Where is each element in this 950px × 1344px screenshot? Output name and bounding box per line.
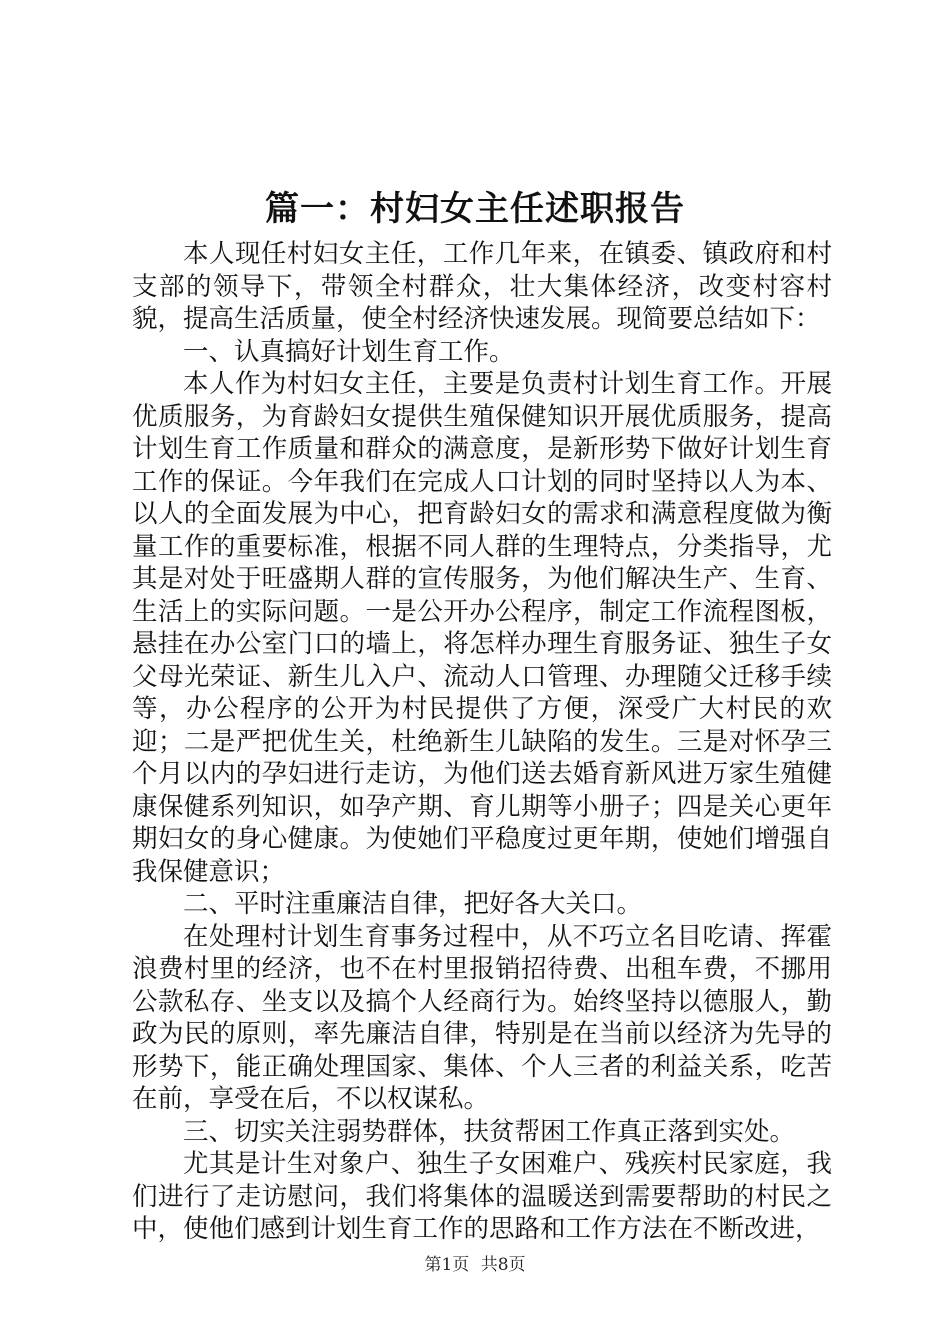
paragraph-section-2: 在处理村计划生育事务过程中，从不巧立名目吃请、挥霍浪费村里的经济，也不在村里报销招待费、出租车费，不挪用公款私存、坐支以及搞个人经商行为。始终坚持以德服人，勤政为民的原则，率先廉洁自律，特别是在当前以经济为先导的形势下，能正确处理国家、集体、个人三者的利益关系，吃苦在前，享受在后，不以权谋私。: [132, 921, 832, 1114]
paragraph-intro: 本人现任村妇女主任，工作几年来，在镇委、镇政府和村支部的领导下，带领全村群众，壮大集体经济，改变村容村貌，提高生活质量，使全村经济快速发展。现简要总结如下：: [132, 239, 832, 334]
page-footer: [0, 1254, 950, 1276]
section-heading-2: 二、平时注重廉洁自律，把好各大关口。: [183, 889, 643, 919]
document-title: 篇一：村妇女主任述职报告: [265, 189, 685, 229]
page-number-total: 共8页: [480, 1255, 526, 1275]
page-number-current: 第1页: [424, 1255, 470, 1275]
document-body: [132, 238, 832, 1246]
section-heading-1: 一、认真搞好计划生育工作。: [183, 336, 515, 367]
paragraph-section-1: 本人作为村妇女主任，主要是负责村计划生育工作。开展优质服务，为育龄妇女提供生殖保健知识开展优质服务，提高计划生育工作质量和群众的满意度，是新形势下做好计划生育工作的保证。今年我们在完成人口计划的同时坚持以人为本、以人的全面发展为中心，把育龄妇女的需求和满意程度做为衡量工作的重要标准，根据不同人群的生理特点，分类指导，尤其是对处于旺盛期人群的宣传服务，为他们解决生产、生育、生活上的实际问题。一是公开办公程序，制定工作流程图板，悬挂在办公室门口的墙上，将怎样办理生育服务证、独生子女父母光荣证、新生儿入户、流动人口管理、办理随父迁移手续等，办公程序的公开为村民提供了方便，深受广大村民的欢迎；二是严把优生关，杜绝新生儿缺陷的发生。三是对怀孕三个月以内的孕妇进行走访，为他们送去婚育新风进万家生殖健康保健系列知识，如孕产期、育儿期等小册子；四是关心更年期妇女的身心健康。为使她们平稳度过更年期，使她们增强自我保健意识；: [132, 369, 832, 887]
paragraph-section-3: 尤其是计生对象户、独生子女困难户、残疾村民家庭，我们进行了走访慰问，我们将集体的温暖送到需要帮助的村民之中，使他们感到计划生育工作的思路和工作方法在不断改进，: [132, 1149, 832, 1244]
section-heading-3: 三、切实关注弱势群体，扶贫帮困工作真正落到实处。: [183, 1116, 796, 1147]
